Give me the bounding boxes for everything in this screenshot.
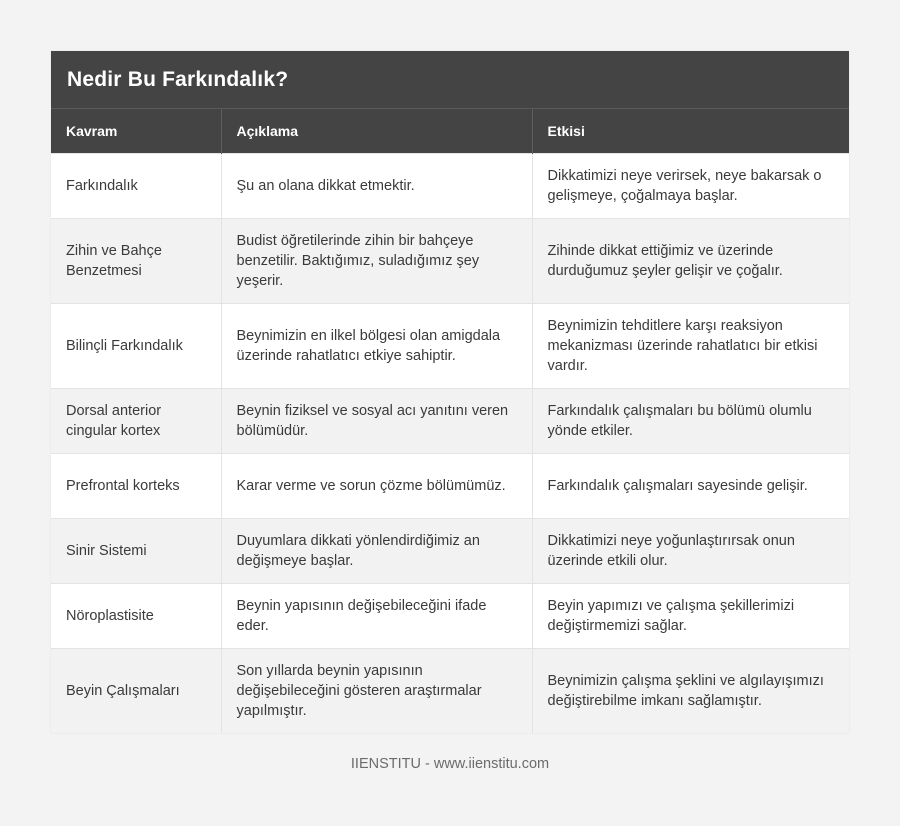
footer-credit: IIENSTITU - www.iienstitu.com	[350, 756, 550, 772]
cell-concept: Sinir Sistemi	[51, 519, 221, 584]
cell-description: Son yıllarda beynin yapısının değişebileceğini gösteren araştırmalar yapılmıştır.	[221, 649, 532, 734]
table-title: Nedir Bu Farkındalık?	[67, 67, 289, 91]
cell-effect: Zihinde dikkat ettiğimiz ve üzerinde durduğumuz şeyler gelişir ve çoğalır.	[532, 219, 849, 304]
column-header-aciklama: Açıklama	[221, 109, 532, 154]
table-row	[51, 519, 849, 584]
cell-description: Beynimizin en ilkel bölgesi olan amigdala üzerinde rahatlatıcı etkiye sahiptir.	[221, 304, 532, 389]
cell-effect: Dikkatimizi neye verirsek, neye bakarsak o gelişmeye, çoğalmaya başlar.	[532, 154, 849, 219]
cell-effect: Beynimizin çalışma şeklini ve algılayışımızı değiştirebilme imkanı sağlamıştır.	[532, 649, 849, 734]
cell-concept: Dorsal anterior cingular kortex	[51, 389, 221, 454]
cell-description: Duyumlara dikkati yönlendirdiğimiz an değişmeye başlar.	[221, 519, 532, 584]
table-row	[51, 584, 849, 649]
cell-description: Beynin yapısının değişebileceğini ifade eder.	[221, 584, 532, 649]
cell-concept: Prefrontal korteks	[51, 454, 221, 519]
table-row	[51, 219, 849, 304]
cell-effect: Farkındalık çalışmaları sayesinde gelişir.	[532, 454, 849, 519]
table-row	[51, 649, 849, 734]
header-row	[51, 109, 849, 154]
table-row	[51, 389, 849, 454]
cell-effect: Beyin yapımızı ve çalışma şekillerimizi değiştirmemizi sağlar.	[532, 584, 849, 649]
table-row	[51, 154, 849, 219]
concept-table	[51, 109, 849, 733]
cell-effect: Dikkatimizi neye yoğunlaştırırsak onun üzerinde etkili olur.	[532, 519, 849, 584]
column-header-etkisi: Etkisi	[532, 109, 849, 154]
cell-concept: Zihin ve Bahçe Benzetmesi	[51, 219, 221, 304]
table-card	[51, 51, 849, 733]
title-bar	[51, 51, 849, 109]
cell-description: Budist öğretilerinde zihin bir bahçeye benzetilir. Baktığımız, suladığımız şey yeşerir.	[221, 219, 532, 304]
cell-effect: Farkındalık çalışmaları bu bölümü olumlu yönde etkiler.	[532, 389, 849, 454]
cell-description: Karar verme ve sorun çözme bölümümüz.	[221, 454, 532, 519]
table-row	[51, 304, 849, 389]
cell-description: Beynin fiziksel ve sosyal acı yanıtını veren bölümüdür.	[221, 389, 532, 454]
cell-description: Şu an olana dikkat etmektir.	[221, 154, 532, 219]
column-header-kavram: Kavram	[51, 109, 221, 154]
cell-concept: Bilinçli Farkındalık	[51, 304, 221, 389]
table-row	[51, 454, 849, 519]
cell-concept: Nöroplastisite	[51, 584, 221, 649]
cell-effect: Beynimizin tehditlere karşı reaksiyon mekanizması üzerinde rahatlatıcı bir etkisi vardır.	[532, 304, 849, 389]
cell-concept: Farkındalık	[51, 154, 221, 219]
cell-concept: Beyin Çalışmaları	[51, 649, 221, 734]
